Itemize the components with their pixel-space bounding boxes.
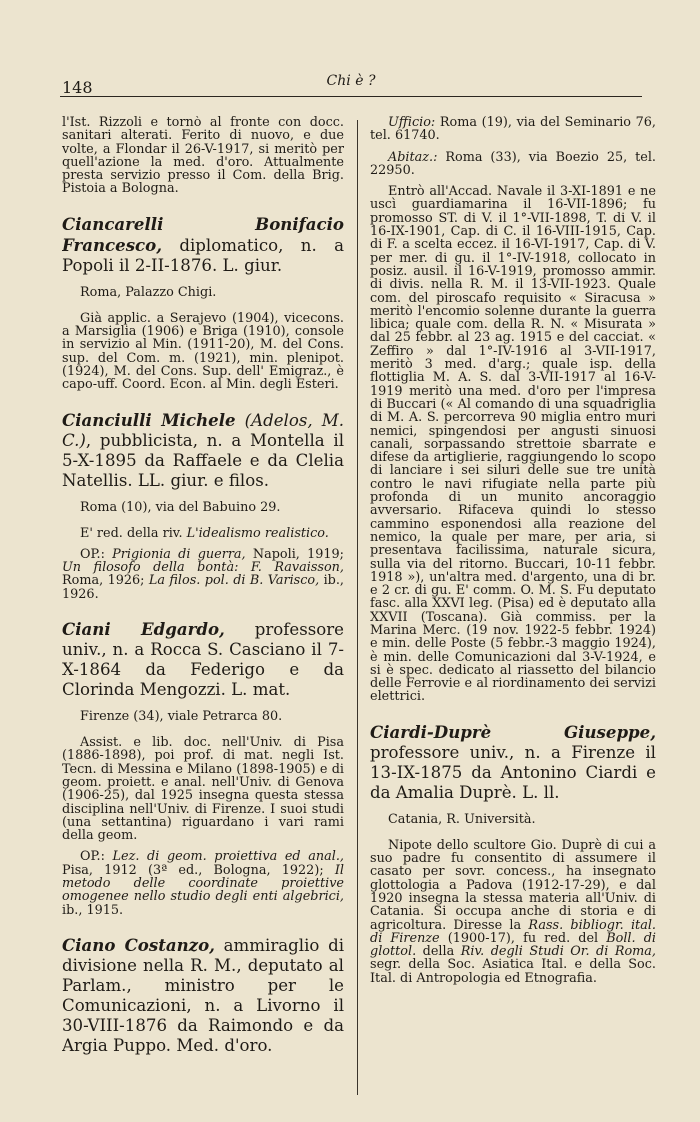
entry-address: Roma, Palazzo Chigi. [80,284,217,300]
entry-name: Ciani Edgardo, [62,619,225,640]
entry-name: Ciano Costanzo, [62,934,215,955]
entry-paragraph: Assist. e lib. doc. nell'Univ. di Pisa (1886-1898), poi prof. di mat. negli Ist. Tecn. di Messina e Milano (1898-1905) e di geom. proiett. e anal. nell'Univ. di Genova (1906-25), dal 1925 insegna questa stessa disciplina nell'Univ. di Firenze. I suoi studi (una settantina) riguardano i vari rami della geom. [62,735,344,844]
entry-paragraph: Ufficio: Roma (19), via del Seminario 76, tel. 61740. [370,116,656,144]
entry-address: Roma (10), via del Babuino 29. [80,499,281,515]
entry-name: Ciardi-Duprè Giuseppe, [370,721,656,742]
running-title: Chi è ? [326,73,376,89]
entry-description: ammiraglio di divisione nella R. M., deputato al Parlam., ministro per le Comunicazioni, n. a Livorno il 30-VIII-1876 da Raimondo e da Argia Puppo. Med. d'oro. [62,935,344,1055]
entry-heading [62,619,344,700]
entry-name: Ciancarelli Bonifacio Francesco, [62,213,344,255]
entry-paragraph: Abitaz.: Roma (33), via Boezio 25, tel. 22950. [370,149,656,178]
column-divider [357,120,358,1095]
entry-heading [62,935,344,1056]
entry-description: diplomatico, n. a Popoli il 2-II-1876. L. giur. [62,235,344,275]
entry-heading [370,722,656,803]
biography-entry [62,619,344,917]
biography-entry [370,722,656,985]
entry-paragraph: Già applic. a Serajevo (1904), vicecons. a Marsiglia (1906) e Briga (1910), console in servizio al Min. (1911-20), M. del Cons. sup. del Com. m. (1921), min. plenipot. (1924), M. del Cons. Sup. dell' Emigraz., è capo-uff. Coord. Econ. al Min. degli Esteri. [62,310,344,393]
entry-pseudonym: (Adelos, M. C.) [62,410,344,450]
entry-heading [62,410,344,491]
entry-name: Cianciulli Michele [62,409,236,430]
page-number: 148 [62,78,93,97]
entry-paragraph: OP.: Lez. di geom. proiettiva ed anal., Pisa, 1912 (3ª ed., Bologna, 1922); Il metodo delle coordinate proiettive omogenee nello studio degli enti algebrici, ib., 1915. [62,849,344,918]
entry-paragraph: E' red. della riv. L'idealismo realistico. [80,525,329,541]
entry-description: professore univ., n. a Firenze il 13-IX-1875 da Antonino Ciardi e da Amalia Duprè. L. ll. [370,742,656,802]
entry-address: Firenze (34), viale Petrarca 80. [80,709,283,725]
entry-description: , pubblicista, n. a Montella il 5-X-1895 da Raffaele e da Clelia Natellis. LL. giur. e filos. [62,430,344,490]
page-header [60,70,642,97]
entry-paragraph: Entrò all'Accad. Navale il 3-XI-1891 e ne uscì guardiamarina il 16-VII-1896; fu promosso ST. di V. il 1°-VII-1898, T. di V. il 16-IX-1901, Cap. di C. il 16-VIII-1915, Cap. di F. a scelta eccez. il 16-VI-1917, Cap. di V. per mer. di gu. il 1°-IV-1918, collocato in posiz. ausil. il 16-V-1919, promosso ammir. di divis. nella R. M. il 13-VII-1923. Quale com. del piroscafo requisito « Siracusa » meritò l'encomio solenne durante la guerra libica; quale com. della R. N. « Misurata » dal 25 febbr. al 23 ag. 1915 e del cacciat. « Zeffiro » dal 1°-IV-1916 al 3-VII-1917, meritò 3 med. d'arg.; quale isp. della flottiglia M. A. S. dal 3-VII-1917 al 16-V-1919 meritò una med. d'oro per l'impresa di Buccari (« Al comando di una squadriglia di M. A. S. percorreva 90 miglia entro muri nemici, spingendosi per angusti sinuosi canali, sorpassando strettoie sbarrate e difese da artiglierie, raggiungendo lo scopo di lanciare i sei siluri delle sue tre unità contro le navi rifugiate nella parte più profonda di un munito ancoraggio avversario. Rifaceva quindi lo stesso cammino esponendosi alla reazione del nemico, la quale per mare, per aria, si presentava facilissima, naturale sicura, sulla via del ritorno. Buccari, 10-11 febbr. 1918 »), un'altra med. d'argento, una di br. e 2 cr. di gu. E' comm. O. M. S. Fu deputato fasc. alla XXVI leg. (Pisa) ed è deputato alla XXVII (Toscana). Già commiss. per la Marina Merc. (19 nov. 1922-5 febbr. 1924) e min. delle Poste (5 febbr.-3 maggio 1924), è min. delle Comunicazioni dal 3-V-1924, e si è spec. dedicato al riassetto del bilancio delle Ferrovie e al riordinamento dei servizi elettrici. [370,184,656,705]
entry-paragraph: OP.: Prigionia di guerra, Napoli, 1919; Un filosofo della bontà: F. Ravaisson, Roma, 1926; La filos. pol. di B. Varisco, ib., 1926. [62,546,344,602]
right-entries [370,722,656,985]
left-entries [62,214,344,1056]
entry-heading [62,214,344,276]
left-column [62,116,344,1102]
right-column [370,116,656,1102]
entry-address: Catania, R. Università. [388,811,536,827]
entry-continuation: l'Ist. Rizzoli e tornò al fronte con docc. sanitari alterati. Ferito di nuovo, e due volte, a Flondar il 26-V-1917, si meritò per quell'azione la med. d'oro. Attualmente presta servizio presso il Com. della Brig. Pistoia a Bologna. [62,116,344,197]
entry-paragraph: Nipote dello scultore Gio. Duprè di cui a suo padre fu consentito di assumere il casato per sovr. concess., ha insegnato glottologia a Padova (1912-17-29), e dal 1920 insegna la stessa materia all'Univ. di Catania. Si occupa anche di storia e di agricoltura. Diresse la Rass. bibliogr. ital. di Firenze (1900-17), fu red. del Boll. di glottol. della Riv. degli Studi Or. di Roma, segr. della Soc. Asiatica Ital. e della Soc. Ital. di Antropologia ed Etnografia. [370,837,656,986]
biography-entry [62,410,344,601]
biography-entry [62,214,344,392]
right-continuation [370,116,656,704]
entry-description: professore univ., n. a Rocca S. Casciano il 7-X-1864 da Federigo e da Clorinda Mengozzi. L. mat. [62,620,344,700]
biography-entry [62,935,344,1056]
